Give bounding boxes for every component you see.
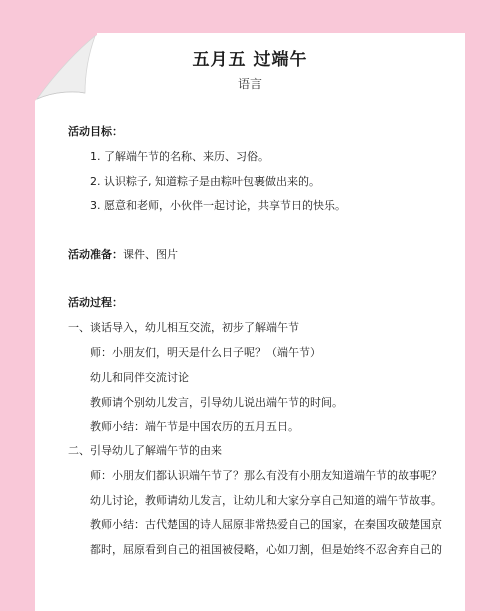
goals-heading: 活动目标： <box>68 125 123 138</box>
prep-text: 课件、图片 <box>123 248 178 261</box>
step-heading: 二、引导幼儿了解端午节的由来 <box>68 444 222 457</box>
paragraph-line: 教师小结：端午节是中国农历的五月五日。 <box>90 420 299 433</box>
prep-line <box>68 248 178 262</box>
doc-title: 五月五 过端午 <box>192 50 308 70</box>
paragraph-line: 教师小结：古代楚国的诗人屈原非常热爱自己的国家，在秦国攻破楚国京 <box>90 518 442 531</box>
step-heading: 一、谈话导入，幼儿相互交流，初步了解端午节 <box>68 321 299 334</box>
paragraph-line: 师：小朋友们，明天是什么日子呢？（端午节） <box>90 346 321 359</box>
goal-item: 3. 愿意和老师，小伙伴一起讨论，共享节日的快乐。 <box>90 199 346 212</box>
goal-item: 2. 认识粽子, 知道粽子是由粽叶包裹做出来的。 <box>90 175 320 188</box>
goal-item: 1. 了解端午节的名称、来历、习俗。 <box>90 150 269 163</box>
paragraph-line: 都时，屈原看到自己的祖国被侵略，心如刀割，但是始终不忍舍弃自己的 <box>90 543 442 556</box>
paragraph-line: 幼儿讨论，教师请幼儿发言，让幼儿和大家分享自己知道的端午节故事。 <box>90 494 442 507</box>
paragraph-line: 师：小朋友们都认识端午节了？那么有没有小朋友知道端午节的故事呢？ <box>90 469 442 482</box>
paragraph-line: 幼儿和同伴交流讨论 <box>90 371 189 384</box>
process-heading: 活动过程： <box>68 296 123 309</box>
paragraph-line: 教师请个别幼儿发言，引导幼儿说出端午节的时间。 <box>90 396 343 409</box>
prep-heading: 活动准备： <box>68 248 123 261</box>
doc-subtitle: 语言 <box>237 77 262 91</box>
